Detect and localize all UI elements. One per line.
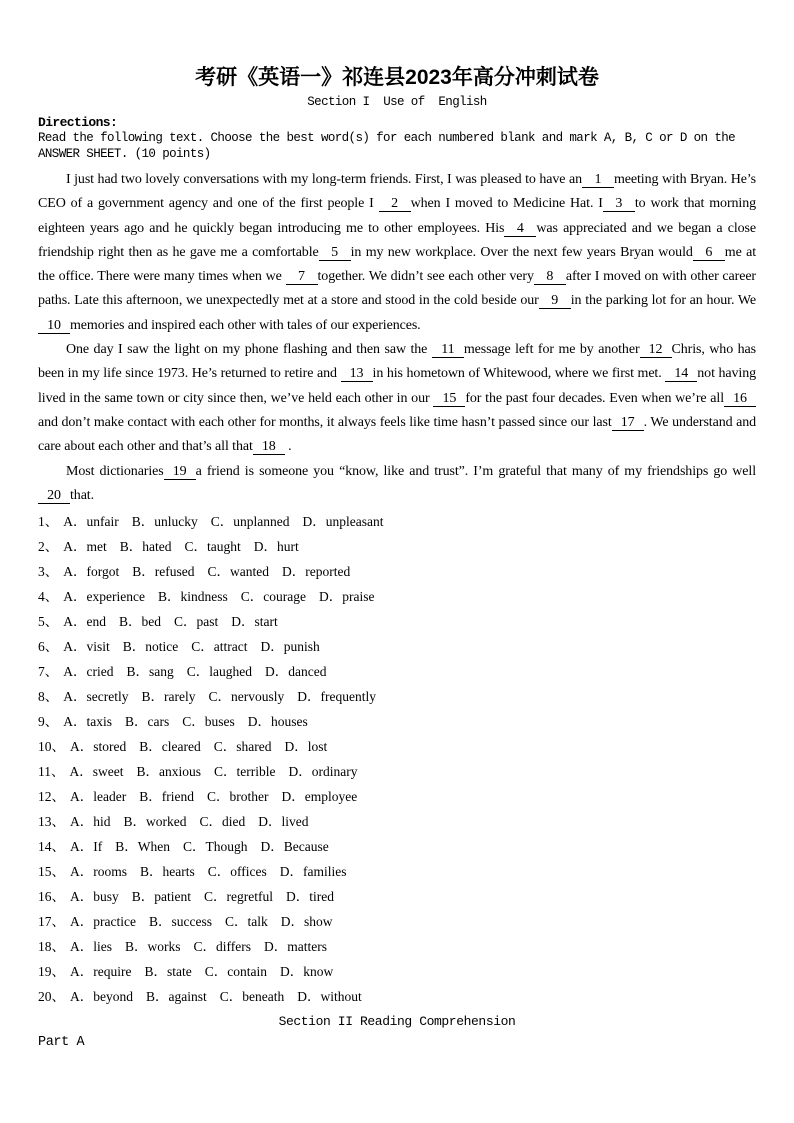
directions-label: Directions: — [38, 115, 118, 130]
passage-paragraph: I just had two lovely conversations with my long-term friends. First, I was pleased to have an 1 meeting with Bryan. He’s CEO of a government agency and one of the first people I 2 when I moved to Medicine Hat. I 3 to work that morning eighteen years ago and he quickly began introducing me to other employees. His 4 was appreciated and we began a close friendship right then as he gave me a comfortable 5 in my new workplace. Over the next few years Bryan would 6 me at the office. There were many times when we 7 together. We didn’t see each other very 8 after I moved on with other career paths. Late this afternoon, we unexpectedly met at a store and stood in the cold beside our 9 in the parking lot for an hour. We 10 memories and inspired each other with tales of our experiences. — [38, 172, 756, 333]
answer-option: B．worked — [123, 814, 187, 830]
directions-text: Read the following text. Choose the best word(s) for each numbered blank and mark A, B, C or D on the ANSWER SHEET. (10 points) — [38, 131, 736, 161]
part-a-label: Part A — [38, 1035, 85, 1051]
question-row — [38, 859, 756, 884]
answer-option: C．terrible — [214, 764, 276, 780]
answer-option: D．matters — [264, 939, 328, 955]
answer-option: D．ordinary — [288, 764, 358, 780]
answer-option: D．Because — [260, 839, 329, 855]
answer-option: B．sang — [126, 664, 174, 680]
answer-option: B．When — [115, 839, 170, 855]
answer-option: C．nervously — [208, 689, 285, 705]
answer-option: A．require — [70, 964, 132, 980]
question-number: 12、 — [38, 789, 65, 805]
cloze-blank: 2 — [379, 196, 411, 212]
answer-option: D．families — [279, 864, 347, 880]
answer-option: C．talk — [224, 914, 268, 930]
cloze-blank: 10 — [38, 318, 70, 334]
answer-option: C．regretful — [204, 889, 273, 905]
answer-option: B．kindness — [157, 589, 228, 605]
question-number: 3、 — [38, 564, 59, 580]
answer-option: C．laughed — [186, 664, 252, 680]
answer-option: B．cleared — [139, 739, 201, 755]
question-row — [38, 909, 756, 934]
passage-paragraph: Most dictionaries 19 a friend is someone you “know, like and trust”. I’m grateful that many of my friendships go well 20 that. — [38, 460, 756, 509]
answer-option: D．praise — [318, 589, 375, 605]
question-number: 2、 — [38, 539, 59, 555]
answer-option: C．offices — [207, 864, 267, 880]
answer-option: C．courage — [240, 589, 306, 605]
answer-option: C．beneath — [219, 989, 285, 1005]
question-number: 10、 — [38, 739, 65, 755]
cloze-blank: 6 — [693, 245, 725, 261]
answer-option: D．without — [297, 989, 362, 1005]
cloze-blank: 12 — [640, 342, 672, 358]
answer-option: D．tired — [286, 889, 334, 905]
question-number: 14、 — [38, 839, 65, 855]
answer-option: B．patient — [131, 889, 192, 905]
answer-option: B．works — [125, 939, 181, 955]
answer-option: B．against — [146, 989, 207, 1005]
cloze-blank: 15 — [433, 391, 465, 407]
question-row — [38, 659, 756, 684]
answer-option: C．brother — [206, 789, 269, 805]
question-number: 11、 — [38, 764, 65, 780]
answer-option: B．hated — [119, 539, 172, 555]
question-row — [38, 684, 756, 709]
answer-option: A．taxis — [63, 714, 112, 730]
section1-heading: Section I Use of English — [307, 95, 487, 109]
question-row — [38, 609, 756, 634]
answer-option: A．experience — [63, 589, 145, 605]
answer-option: A．stored — [70, 739, 127, 755]
answer-option: C．differs — [193, 939, 252, 955]
question-row — [38, 834, 756, 859]
answer-option: A．lies — [70, 939, 112, 955]
question-number: 13、 — [38, 814, 65, 830]
question-number: 20、 — [38, 989, 65, 1005]
question-list — [38, 509, 756, 1009]
question-row — [38, 784, 756, 809]
answer-option: A．beyond — [70, 989, 133, 1005]
answer-option: A．sweet — [69, 764, 124, 780]
question-row — [38, 534, 756, 559]
question-row — [38, 634, 756, 659]
cloze-blank: 14 — [665, 366, 697, 382]
answer-option: D．know — [279, 964, 334, 980]
question-row — [38, 759, 756, 784]
answer-option: C．wanted — [207, 564, 269, 580]
answer-option: D．danced — [264, 664, 327, 680]
cloze-blank: 19 — [164, 464, 196, 480]
answer-option: A．forgot — [63, 564, 120, 580]
answer-option: A．unfair — [63, 514, 119, 530]
question-row — [38, 884, 756, 909]
question-row — [38, 509, 756, 534]
question-row — [38, 559, 756, 584]
exam-title: 考研《英语一》祁连县2023年高分冲刺试卷 — [195, 66, 599, 89]
answer-option: D．unpleasant — [302, 514, 384, 530]
answer-option: C．taught — [184, 539, 241, 555]
answer-option: C．Though — [183, 839, 248, 855]
question-row — [38, 584, 756, 609]
answer-option: A．practice — [70, 914, 136, 930]
question-number: 8、 — [38, 689, 59, 705]
question-number: 5、 — [38, 614, 59, 630]
answer-option: C．contain — [204, 964, 267, 980]
question-row — [38, 959, 756, 984]
answer-option: B．notice — [122, 639, 179, 655]
question-number: 1、 — [38, 514, 59, 530]
question-number: 6、 — [38, 639, 59, 655]
answer-option: A．secretly — [63, 689, 129, 705]
answer-option: B．cars — [125, 714, 170, 730]
answer-option: A．met — [63, 539, 107, 555]
answer-option: D．show — [280, 914, 333, 930]
question-row — [38, 934, 756, 959]
section2-heading: Section II Reading Comprehension — [278, 1014, 516, 1030]
passage-paragraph: One day I saw the light on my phone flashing and then saw the 11 message left for me by another 12 Chris, who has been in my life since 1973. He’s returned to retire and 13 in his hometown of Whitewood, where we first met. 14 not having lived in the same town or city since then, we’ve held each other in our 15 for the past four decades. Even when we’re all 16and don’t make contact with each other for months, it always feels like time hasn’t passed since our last 17 . We understand and care about each other and that’s all that 18 . — [38, 342, 757, 455]
answer-option: B．rarely — [141, 689, 196, 705]
answer-option: B．hearts — [140, 864, 195, 880]
cloze-blank: 18 — [253, 439, 285, 455]
answer-option: C．died — [199, 814, 246, 830]
question-number: 15、 — [38, 864, 65, 880]
answer-option: D．frequently — [297, 689, 376, 705]
cloze-blank: 11 — [432, 342, 464, 358]
question-number: 18、 — [38, 939, 65, 955]
question-number: 17、 — [38, 914, 65, 930]
passage — [38, 168, 756, 508]
answer-option: D．start — [231, 614, 278, 630]
question-row — [38, 709, 756, 734]
answer-option: A．visit — [63, 639, 110, 655]
answer-option: A．cried — [63, 664, 114, 680]
answer-option: B．anxious — [136, 764, 202, 780]
answer-option: C．past — [174, 614, 219, 630]
answer-option: B．unlucky — [131, 514, 198, 530]
answer-option: A．end — [63, 614, 106, 630]
answer-option: A．If — [70, 839, 103, 855]
answer-option: A．leader — [70, 789, 127, 805]
answer-option: D．punish — [260, 639, 320, 655]
cloze-blank: 8 — [534, 269, 566, 285]
question-number: 16、 — [38, 889, 65, 905]
answer-option: D．employee — [281, 789, 358, 805]
cloze-blank: 5 — [319, 245, 351, 261]
answer-option: C．shared — [213, 739, 272, 755]
question-row — [38, 734, 756, 759]
question-row — [38, 809, 756, 834]
answer-option: C．unplanned — [210, 514, 290, 530]
cloze-blank: 17 — [612, 415, 644, 431]
answer-option: C．buses — [182, 714, 235, 730]
question-number: 9、 — [38, 714, 59, 730]
cloze-blank: 3 — [603, 196, 635, 212]
cloze-blank: 9 — [539, 293, 571, 309]
answer-option: A．rooms — [70, 864, 127, 880]
answer-option: D．hurt — [253, 539, 299, 555]
question-number: 7、 — [38, 664, 59, 680]
question-row — [38, 984, 756, 1009]
answer-option: B．refused — [132, 564, 195, 580]
answer-option: A．busy — [70, 889, 119, 905]
cloze-blank: 4 — [504, 221, 536, 237]
cloze-blank: 7 — [286, 269, 318, 285]
answer-option: B．friend — [139, 789, 194, 805]
answer-option: D．houses — [247, 714, 308, 730]
question-number: 4、 — [38, 589, 59, 605]
question-number: 19、 — [38, 964, 65, 980]
cloze-blank: 16 — [724, 391, 756, 407]
cloze-blank: 1 — [582, 172, 614, 188]
cloze-blank: 20 — [38, 488, 70, 504]
answer-option: B．state — [144, 964, 192, 980]
answer-option: D．lived — [258, 814, 309, 830]
answer-option: A．hid — [70, 814, 111, 830]
answer-option: C．attract — [191, 639, 248, 655]
answer-option: D．lost — [284, 739, 328, 755]
answer-option: B．bed — [119, 614, 161, 630]
answer-option: D．reported — [281, 564, 351, 580]
cloze-blank: 13 — [341, 366, 373, 382]
answer-option: B．success — [148, 914, 212, 930]
